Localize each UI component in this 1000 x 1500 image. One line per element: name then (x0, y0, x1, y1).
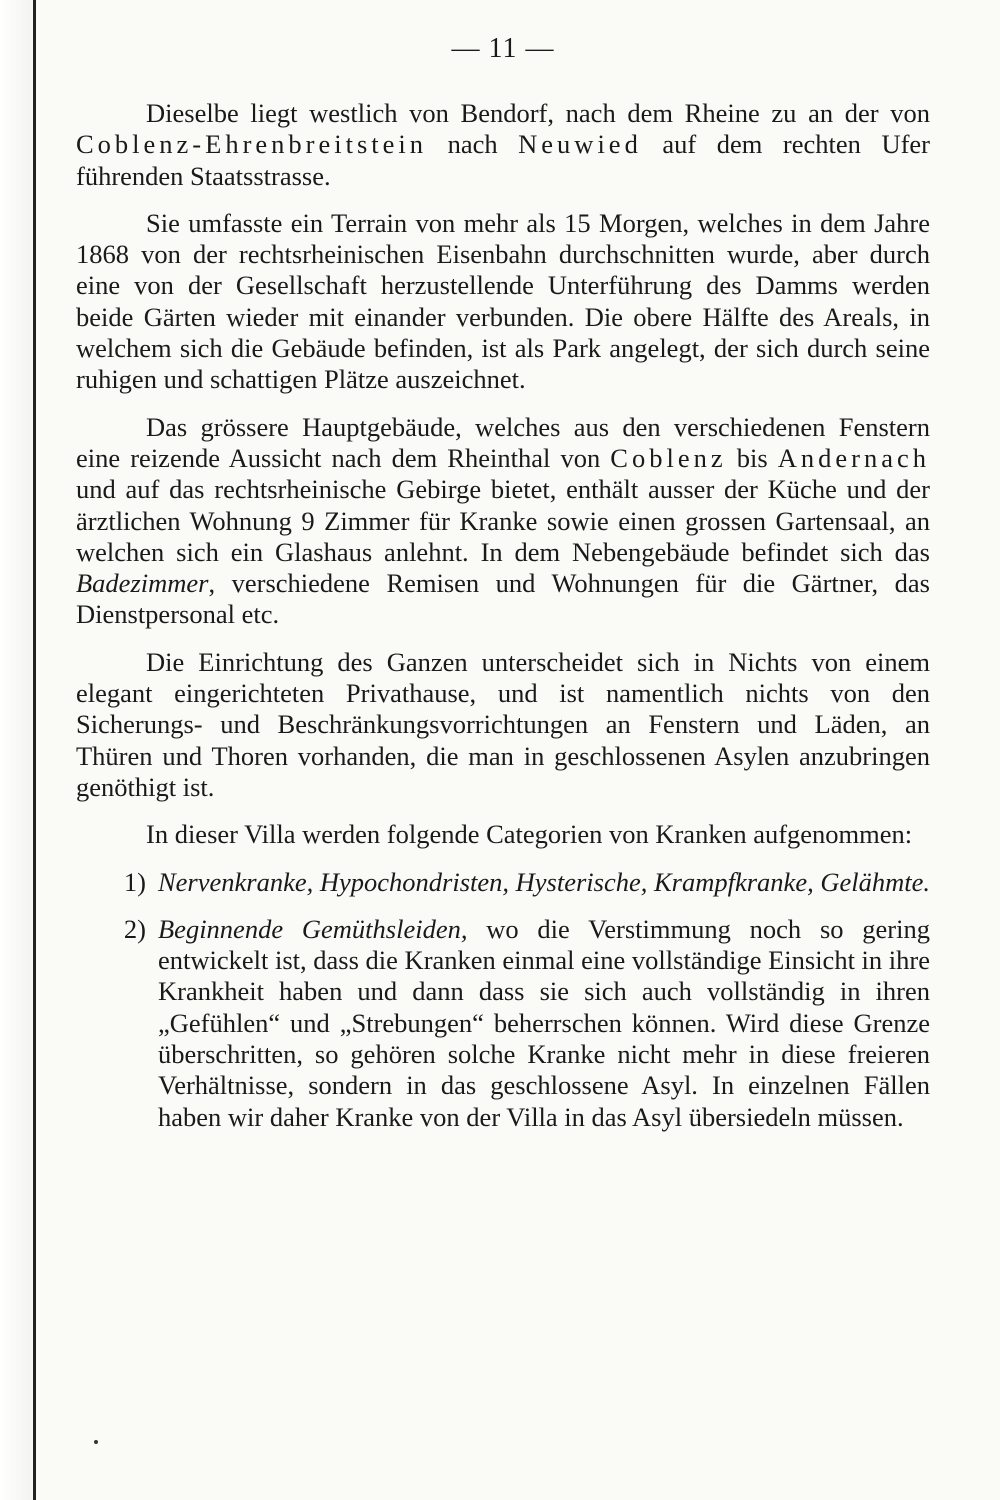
italic-badezimmer: Badezimmer (76, 568, 209, 599)
place-name-neuwied: Neuwied (518, 129, 642, 160)
list-2-text: wo die Verstimmung noch so gering entwickelt ist, dass die Kranken einmal eine vollständige Einsicht in ihre Krankheit haben und dann dass sie sich auch vollständig in ihren „Gefühlen“ und „Strebungen“ beherrschen können. Wird diese Grenze überschritten, so gehören solche Kranke nicht mehr in diese freieren Verhältnisse, sondern in das geschlossene Asyl. In einzelnen Fällen haben wir daher Kranke von der Villa in das Asyl übersiedeln müssen. (158, 913, 930, 1132)
paragraph-5 (76, 819, 930, 850)
list-1-italic: Nervenkranke, Hypochondristen, Hysterische, Krampfkranke, Gelähmte. (158, 866, 930, 897)
paragraph-3-text-start: Das grössere Hauptgebäude, welches aus den verschiedenen Fenstern eine reizende Aussicht nach dem Rheinthal von (76, 411, 930, 473)
list-item-2 (76, 914, 930, 1133)
paragraph-4-text: Die Einrichtung des Ganzen unterscheidet sich in Nichts von einem elegant eingerichteten Privathause, und ist namentlich nichts von den Sicherungs- und Beschränkungsvorrichtungen an Fenstern und Läden, an Thüren und Thoren vorhanden, die man in geschlossenen Asylen anzubringen genöthigt ist. (76, 646, 930, 802)
paragraph-2 (76, 208, 930, 396)
paragraph-1-text-start: Dieselbe liegt westlich von Bendorf, nach dem Rheine zu an der von (146, 98, 930, 128)
paragraph-2-text: Sie umfasste ein Terrain von mehr als 15 Morgen, welches in dem Jahre 1868 von der rechtsrheinischen Eisenbahn durchschnitten wurde, aber durch eine von der Gesellschaft herzustellende Unterführung des Damms werden beide Gärten wieder mit einander verbunden. Die obere Hälfte des Areals, in welchem sich die Gebäude befinden, ist als Park angelegt, der sich durch seine ruhigen und schattigen Plätze auszeichnet. (76, 207, 930, 395)
paragraph-3-text-end: , verschiedene Remisen und Wohnungen für die Gärtner, das Dienstpersonal etc. (76, 568, 930, 630)
list-2-italic: Beginnende Gemüthsleiden, (158, 913, 468, 944)
list-body-1 (158, 867, 930, 898)
place-name-coblenz-ehrenbreitstein: Coblenz-Ehrenbreitstein (76, 129, 428, 160)
page-number: — 11 — (451, 33, 555, 64)
list-number-2: 2) (123, 913, 146, 944)
binding-rule (33, 0, 36, 1500)
paragraph-3-text-bis: bis (726, 442, 778, 473)
list-body-2 (158, 914, 930, 1133)
stray-ink-dot (94, 1440, 98, 1444)
paragraph-1-text-end: auf dem rechten Ufer führenden Staatsstrasse. (76, 129, 930, 191)
paragraph-1-text-mid: nach (427, 129, 519, 160)
place-name-coblenz: Coblenz (610, 442, 727, 473)
place-name-andernach: Andernach (777, 442, 930, 473)
paragraph-5-text: In dieser Villa werden folgende Categorien von Kranken aufgenommen: (146, 819, 913, 850)
paragraph-1 (76, 98, 930, 192)
list-item-1 (76, 867, 930, 898)
paragraph-4 (76, 647, 930, 803)
paragraph-3-text-mid: und auf das rechtsrheinische Gebirge bietet, enthält ausser der Küche und der ärztlichen Wohnung 9 Zimmer für Kranke sowie einen grossen Gartensaal, an welchen sich ein Glashaus anlehnt. In dem Nebengebäude befindet sich das (76, 474, 930, 567)
document-page (76, 30, 930, 1149)
paragraph-3 (76, 412, 930, 631)
list-number-1: 1) (123, 866, 146, 897)
